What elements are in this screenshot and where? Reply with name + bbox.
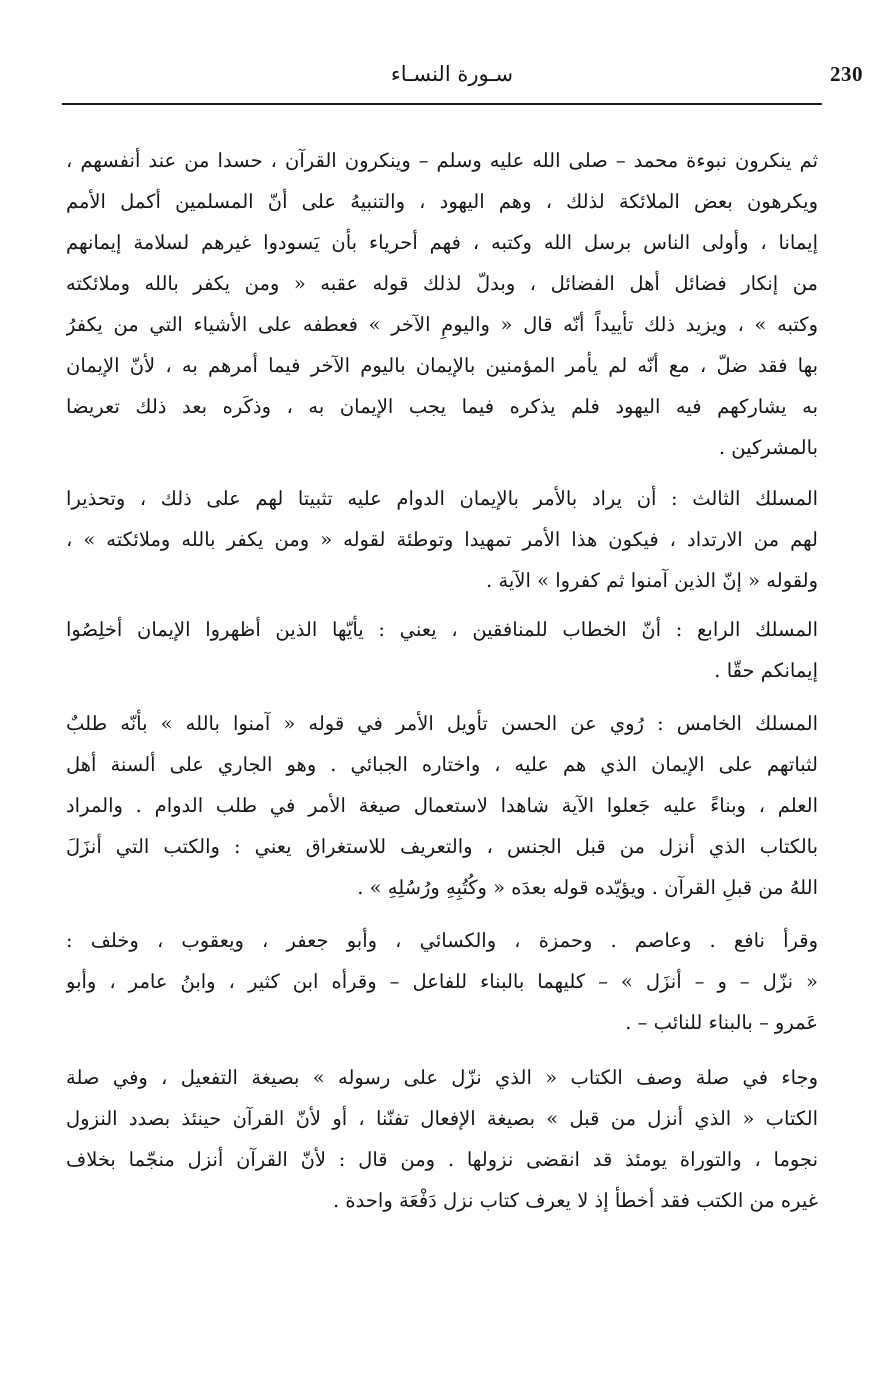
text-line: بالكتاب الذي أنزل من قبل الجنس ، والتعريف للاستغراق يعني : والكتب التي أنزَلَ [66,835,818,858]
running-title: سـورة النسـاء [390,62,514,86]
text-line: « نزّل – و – أنزَل » – كليهما بالبناء للفاعل – وقرأه ابن كثير ، وابنُ عامر ، وأبو [66,970,818,993]
paragraph [66,140,818,468]
text-line: لثباتهم على الإيمان الذي هم عليه ، واختاره الجبائي . وهو الجاري على ألسنة أهل [66,753,818,776]
text-line: اللهُ من قبلِ القرآن . ويؤيّده قوله بعدَه « وكُتُبِهِ ورُسُلِهِ » . [357,876,818,899]
text-line: من إنكار فضائل أهل الفضائل ، وبدلّ لذلك قوله عقبه « ومن يكفر بالله وملائكته [66,272,818,295]
text-line: غيره من الكتب فقد أخطأ إذ لا يعرف كتاب نزل دَفْعَة واحدة . [333,1189,818,1212]
paragraph [66,478,818,601]
text-line: وقرأ نافع . وعاصم . وحمزة ، والكسائي ، وأبو جعفر ، ويعقوب ، وخلف : [66,929,818,952]
text-line: المسلك الخامس : رُوي عن الحسن تأويل الأمر في قوله « آمنوا بالله » بأنّه طلبٌ [66,712,818,735]
text-line: وكتبه » ، ويزيد ذلك تأييداً أنّه قال « واليومِ الآخر » فعطفه على الأشياء التي من يكفرُ [66,313,818,336]
text-line: العلم ، وبناءً عليه جَعلوا الآية شاهدا لاستعمال صيغة الأمر في طلب الدوام . والمراد [66,794,818,817]
text-line: بالمشركين . [718,436,818,459]
paragraph [66,1057,818,1221]
text-line: الكتاب « الذي أنزل من قبل » بصيغة الإفعال تفنّنا ، أو لأنّ القرآن حينئذ بصدد النزول [66,1107,818,1130]
page-number: 230 [830,62,863,86]
header-rule [62,103,822,105]
text-line: إيمانكم حقّا . [714,659,818,682]
text-line: ثم ينكرون نبوءة محمد – صلى الله عليه وسلم – وينكرون القرآن ، حسدا من عند أنفسهم ، [66,149,818,172]
text-line: المسلك الرابع : أنّ الخطاب للمنافقين ، يعني : يأيّها الذين أظهروا الإيمان أخلِصُوا [66,618,818,641]
text-line: المسلك الثالث : أن يراد بالأمر بالإيمان الدوام عليه تثبيتا لهم على ذلك ، وتحذيرا [66,487,818,510]
page-header [62,62,863,102]
paragraph [66,609,818,691]
text-line: به يشاركهم فيه اليهود فلم يذكره فيما يجب الإيمان به ، وذكَره بعد ذلك تعريضا [66,395,818,418]
text-line: وجاء في صلة وصف الكتاب « الذي نزّل على رسوله » بصيغة التفعيل ، وفي صلة [66,1066,818,1089]
text-line: ولقوله « إنّ الذين آمنوا ثم كفروا » الآية . [486,569,818,592]
text-line: ويكرهون بعض الملائكة لذلك ، وهم اليهود ، والتنبيهُ على أنّ المسلمين أكمل الأمم [66,190,818,213]
text-line: بها فقد ضلّ ، مع أنّه لم يأمر المؤمنين بالإيمان باليوم الآخر فيما أمرهم به ، لأنّ الإيمان [66,354,818,377]
text-line: لهم من الارتداد ، فيكون هذا الأمر تمهيدا وتوطئة لقوله « ومن يكفر بالله وملائكته » ، [66,528,818,551]
text-line: نجوما ، والتوراة يومئذ قد انقضى نزولها . ومن قال : لأنّ القرآن أنزل منجّما بخلاف [66,1148,818,1171]
text-line: عَمرو – بالبناء للنائب – . [625,1011,818,1034]
page-body [66,140,818,1221]
paragraph [66,920,818,1043]
text-line: إيمانا ، وأولى الناس برسل الله وكتبه ، فهم أحرياء بأن يَسودوا غيرهم لسلامة إيمانهم [66,231,818,254]
paragraph [66,703,818,908]
